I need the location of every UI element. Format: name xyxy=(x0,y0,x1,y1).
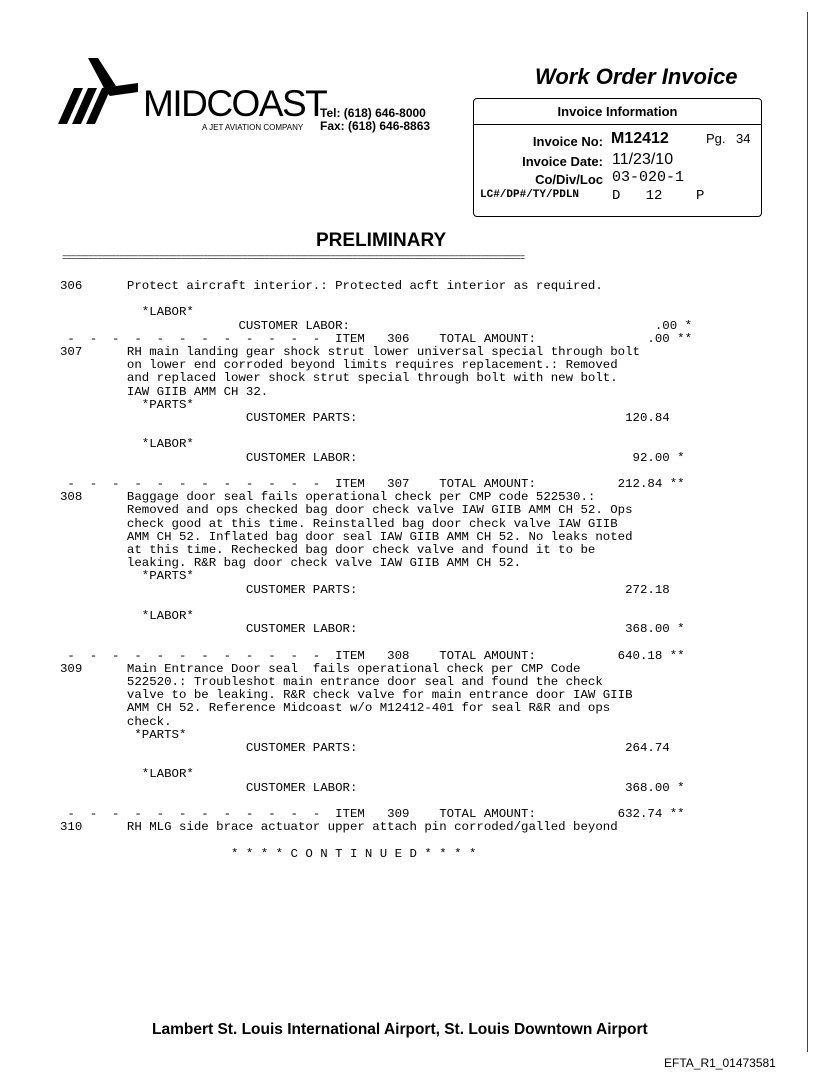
body-line: 309 Main Entrance Door seal fails operational check per CMP Code xyxy=(60,661,581,676)
body-line: - - - - - - - - - - - - ITEM 308 TOTAL AMOUNT: 640.18 ** xyxy=(60,648,685,663)
body-line: CUSTOMER LABOR: 92.00 * xyxy=(60,450,685,465)
page-label: Pg. xyxy=(706,131,726,146)
body-line: 307 RH main landing gear shock strut lower universal special through bolt xyxy=(60,345,640,359)
body-line: CUSTOMER LABOR: 368.00 * xyxy=(60,622,685,637)
document-title: Work Order Invoice xyxy=(535,64,738,89)
body-line: CUSTOMER PARTS: 264.74 xyxy=(60,741,670,755)
body-line: *LABOR* xyxy=(60,767,194,782)
body-line: - - - - - - - - - - - - ITEM 306 TOTAL AMOUNT: .00 ** xyxy=(60,331,693,346)
body-line: * * * * C O N T I N U E D * * * * xyxy=(60,846,477,861)
body-line: *LABOR* xyxy=(60,305,194,320)
contact-fax: Fax: (618) 646-8863 xyxy=(320,119,431,133)
body-line: at this time. Rechecked bag door check valve and found it to be xyxy=(60,543,596,557)
body-line: *PARTS* xyxy=(60,569,194,584)
body-line: valve to be leaking. R&R check valve for main entrance door IAW GIIB xyxy=(60,688,633,703)
company-tagline: A JET AVIATION COMPANY xyxy=(202,123,304,132)
body-line: 308 Baggage door seal fails operational check per CMP code 522530.: xyxy=(60,490,596,505)
body-line: CUSTOMER LABOR: .00 * xyxy=(60,318,693,333)
body-line: - - - - - - - - - - - - ITEM 307 TOTAL AMOUNT: 212.84 ** xyxy=(60,477,685,491)
body-line: CUSTOMER PARTS: 272.18 xyxy=(60,582,670,597)
body-line: *PARTS* xyxy=(60,397,194,412)
body-line: IAW GIIB AMM CH 32. xyxy=(60,384,269,399)
body-line: AMM CH 52. Reference Midcoast w/o M12412-401 for seal R&R and ops xyxy=(60,701,611,716)
body-line: *LABOR* xyxy=(60,437,194,452)
codivloc-value: 03-020-1 xyxy=(612,169,685,186)
body-line: *LABOR* xyxy=(60,609,194,623)
body-line: leaking. R&R bag door check valve IAW GIIB AMM CH 52. xyxy=(60,556,522,571)
footer-locations: Lambert St. Louis International Airport, St. Louis Downtown Airport xyxy=(152,1021,648,1038)
status-heading: PRELIMINARY xyxy=(316,230,447,251)
invoice-date-label: Invoice Date: xyxy=(522,154,603,169)
body-line: AMM CH 52. Inflated bag door seal IAW GIIB AMM CH 52. No leaks noted xyxy=(60,529,633,544)
body-line: CUSTOMER LABOR: 368.00 * xyxy=(60,780,685,795)
body-line: and replaced lower shock strut special through bolt with new bolt. xyxy=(60,371,618,386)
body-line: - - - - - - - - - - - - ITEM 309 TOTAL AMOUNT: 632.74 ** xyxy=(60,807,685,821)
invoice-date-value: 11/23/10 xyxy=(612,151,674,168)
company-name: MIDCOAST xyxy=(143,83,327,124)
invoice-no-value: M12412 xyxy=(611,130,669,147)
document-id: EFTA_R1_01473581 xyxy=(664,1056,776,1070)
body-line: on lower end corroded beyond limits requires replacement.: Removed xyxy=(60,358,618,373)
body-line: CUSTOMER PARTS: 120.84 xyxy=(60,411,670,425)
codivloc-label: Co/Div/Loc xyxy=(535,172,603,187)
separator-line: ========================================================================================================= xyxy=(62,253,525,263)
lc-value: D 12 P xyxy=(612,188,705,204)
body-line: 522520.: Troubleshot main entrance door seal and found the check xyxy=(60,675,603,689)
body-line: 310 RH MLG side brace actuator upper attach pin corroded/galled beyond xyxy=(60,820,618,835)
body-line: 306 Protect aircraft interior.: Protected acft interior as required. xyxy=(60,279,603,293)
midcoast-logo-icon xyxy=(58,58,138,126)
invoice-no-label: Invoice No: xyxy=(532,134,603,149)
body-line: check. xyxy=(60,714,172,729)
invoice-info-heading: Invoice Information xyxy=(474,99,761,125)
page-number: 34 xyxy=(736,131,751,146)
body-line: check good at this time. Reinstalled bag door check valve IAW GIIB xyxy=(60,516,618,531)
contact-tel: Tel: (618) 646-8000 xyxy=(320,106,426,120)
body-line: Removed and ops checked bag door check valve IAW GIIB AMM CH 52. Ops xyxy=(60,503,633,518)
page-edge-line xyxy=(807,12,808,1052)
body-line: *PARTS* xyxy=(60,727,187,742)
lc-label: LC#/DP#/TY/PDLN xyxy=(480,189,580,201)
